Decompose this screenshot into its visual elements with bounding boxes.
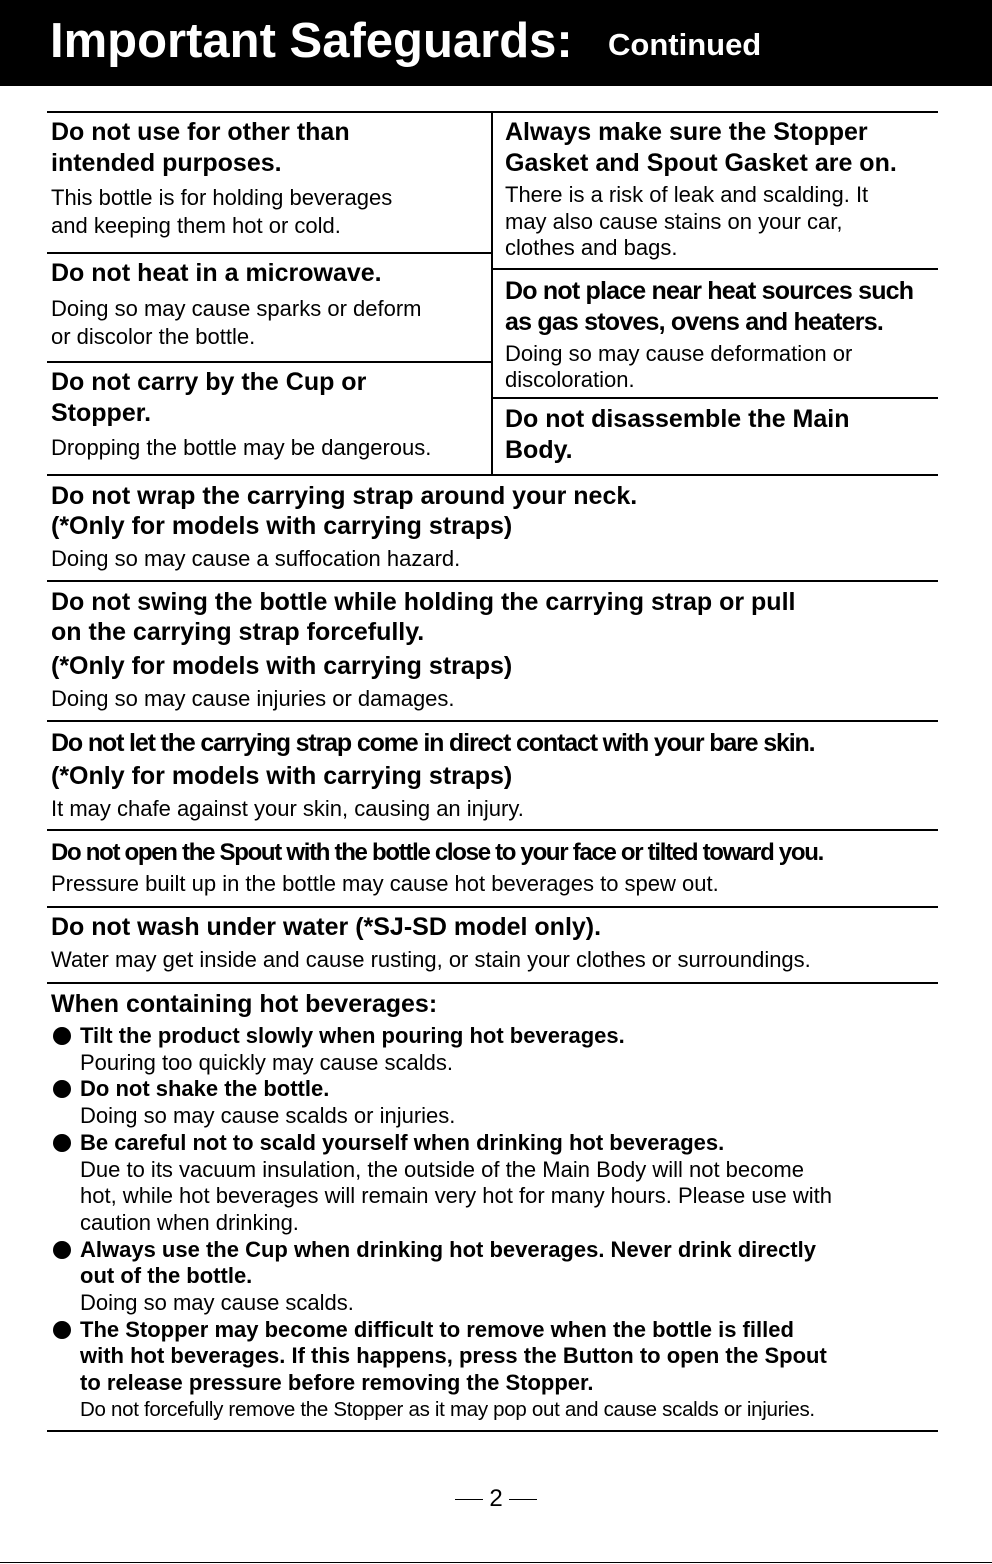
hot-item-3-body-c: caution when drinking. [80,1210,299,1235]
rule [47,982,938,984]
right-heading-1b: Gasket and Spout Gasket are on. [505,149,897,177]
hot-item-5-body: Do not forcefully remove the Stopper as it may pop out and cause scalds or injuries. [80,1398,815,1421]
strap-neck-heading-b: (*Only for models with carrying straps) [51,512,513,540]
rule [47,1430,938,1432]
bottom-edge-line [0,1562,992,1563]
right-body-1c: clothes and bags. [505,235,678,260]
page-number [0,1484,992,1514]
left-body-2b: or discolor the bottle. [51,324,256,349]
rule [47,829,938,831]
bullet-icon [53,1134,71,1152]
hot-item-4-heading-b: out of the bottle. [80,1263,253,1288]
hot-item-4-body: Doing so may cause scalds. [80,1290,354,1315]
page-header [0,0,992,86]
column-divider [491,111,493,476]
wash-heading: Do not wash under water (*SJ-SD model only). [51,913,602,941]
hot-item-2-body: Doing so may cause scalds or injuries. [80,1103,456,1128]
left-heading-3b: Stopper. [51,399,152,427]
header-subtitle: Continued [608,27,762,62]
hot-item-2-heading: Do not shake the bottle. [80,1076,330,1101]
bullet-icon [53,1027,71,1045]
rule [491,268,938,270]
right-body-2a: Doing so may cause deformation or [505,341,853,366]
left-heading-1b: intended purposes. [51,149,282,177]
hot-item-5-heading-a: The Stopper may become difficult to remove when the bottle is filled [80,1317,794,1342]
left-heading-2: Do not heat in a microwave. [51,259,382,287]
strap-swing-heading-c: (*Only for models with carrying straps) [51,652,513,680]
bullet-icon [53,1241,71,1259]
bullet-icon [53,1321,71,1339]
left-body-1b: and keeping them hot or cold. [51,213,341,238]
right-body-1b: may also cause stains on your car, [505,209,843,234]
rule [47,906,938,908]
strap-swing-heading-b: on the carrying strap forcefully. [51,618,425,646]
strap-swing-heading-a: Do not swing the bottle while holding the carrying strap or pull [51,588,796,616]
hot-item-3-heading: Be careful not to scald yourself when drinking hot beverages. [80,1130,725,1155]
rule [47,252,491,254]
rule [47,474,938,476]
strap-neck-body: Doing so may cause a suffocation hazard. [51,546,461,571]
right-heading-3b: Body. [505,436,573,464]
right-heading-2b: as gas stoves, ovens and heaters. [505,308,883,336]
dash-left [455,1499,483,1500]
right-body-2b: discoloration. [505,367,635,392]
rule [47,361,491,363]
bullet-icon [53,1080,71,1098]
right-heading-3a: Do not disassemble the Main [505,405,850,433]
page-number-text: 2 [489,1485,503,1512]
rule [47,580,938,582]
hot-section-title: When containing hot beverages: [51,990,438,1018]
strap-skin-heading-b: (*Only for models with carrying straps) [51,762,513,790]
right-body-1a: There is a risk of leak and scalding. It [505,182,869,207]
left-heading-1a: Do not use for other than [51,118,350,146]
left-body-2a: Doing so may cause sparks or deform [51,296,422,321]
strap-swing-body: Doing so may cause injuries or damages. [51,686,455,711]
spout-body: Pressure built up in the bottle may cause hot beverages to spew out. [51,871,719,896]
rule [491,397,938,399]
left-body-1a: This bottle is for holding beverages [51,185,393,210]
right-heading-1a: Always make sure the Stopper [505,118,868,146]
hot-item-5-heading-b: with hot beverages. If this happens, press the Button to open the Spout [80,1343,827,1368]
strap-skin-heading-a: Do not let the carrying strap come in direct contact with your bare skin. [51,729,815,757]
hot-item-3-body-a: Due to its vacuum insulation, the outside of the Main Body will not become [80,1157,804,1182]
wash-body: Water may get inside and cause rusting, or stain your clothes or surroundings. [51,947,811,972]
hot-item-4-heading-a: Always use the Cup when drinking hot beverages. Never drink directly [80,1237,816,1262]
strap-neck-heading-a: Do not wrap the carrying strap around your neck. [51,482,638,510]
strap-skin-body: It may chafe against your skin, causing an injury. [51,796,524,821]
spout-heading: Do not open the Spout with the bottle close to your face or tilted toward you. [51,839,823,866]
hot-item-1-body: Pouring too quickly may cause scalds. [80,1050,453,1075]
left-body-3: Dropping the bottle may be dangerous. [51,435,432,460]
rule [47,720,938,722]
left-heading-3a: Do not carry by the Cup or [51,368,367,396]
header-title: Important Safeguards: [50,14,573,68]
hot-item-3-body-b: hot, while hot beverages will remain very hot for many hours. Please use with [80,1183,833,1208]
hot-item-5-heading-c: to release pressure before removing the Stopper. [80,1370,594,1395]
hot-item-1-heading: Tilt the product slowly when pouring hot beverages. [80,1023,625,1048]
dash-right [509,1499,537,1500]
right-heading-2a: Do not place near heat sources such [505,277,914,305]
